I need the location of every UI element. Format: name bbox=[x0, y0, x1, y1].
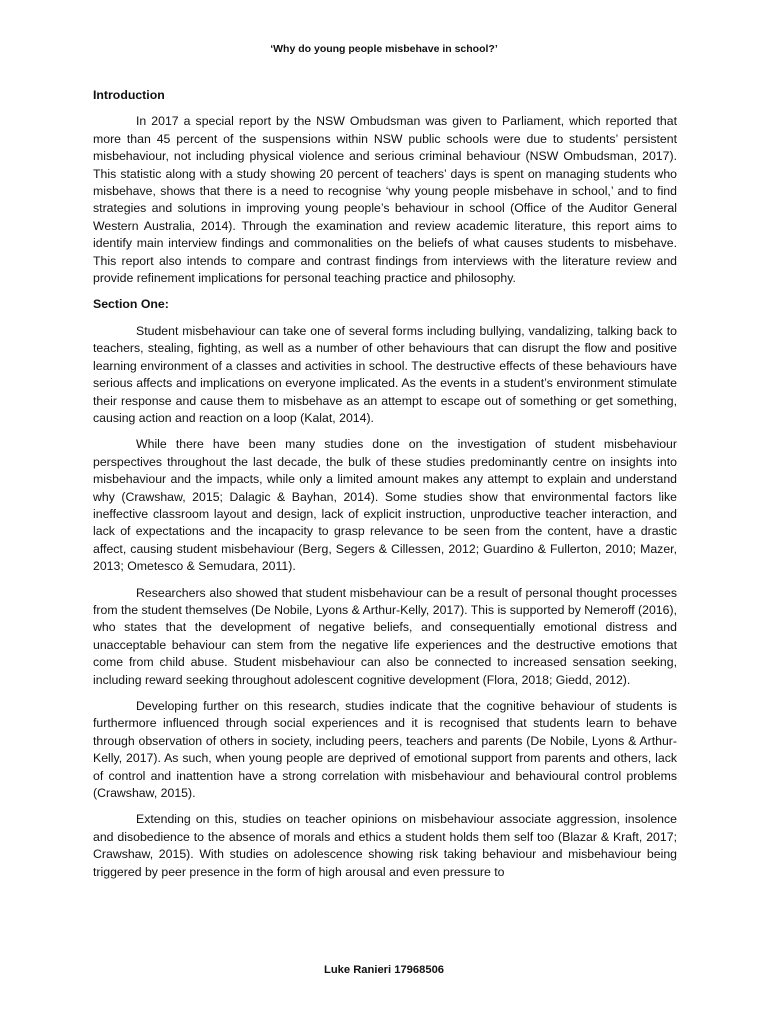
paragraph-section-one-4: Developing further on this research, studies indicate that the cognitive behaviour of students is furthermore influenced through social experiences and it is recognised that students learn to behave through observation of others in society, including peers, teachers and parents (De Nobile, Lyons & Arthur-Kelly, 2017). As such, when young people are deprived of emotional support from parents and others, lack of control and inattention have a strong correlation with misbehaviour and behavioural control problems (Crawshaw, 2015). bbox=[93, 699, 677, 801]
paragraph-section-one-5: Extending on this, studies on teacher opinions on misbehaviour associate aggression, insolence and disobedience to the absence of morals and ethics a student holds them self too (Blazar & Kraft, 2017; Crawshaw, 2015). With studies on adolescence showing risk taking behaviour and misbehaviour being triggered by peer presence in the form of high arousal and even pressure to bbox=[93, 812, 677, 879]
document-body bbox=[93, 87, 677, 890]
paragraph-section-one-1: Student misbehaviour can take one of several forms including bullying, vandalizing, talking back to teachers, stealing, fighting, as well as a number of other behaviours that can disrupt the flow and positive learning environment of a classes and activities in school. The destructive effects of these behaviours have serious affects and implications on everyone implicated. As the events in a student’s environment stimulate their response and cause them to misbehave as an attempt to escape out of something or get something, causing action and reaction on a loop (Kalat, 2014). bbox=[93, 323, 677, 425]
document-title: ‘Why do young people misbehave in school?’ bbox=[270, 43, 498, 55]
section-heading-introduction: Introduction bbox=[93, 88, 165, 102]
page-footer-author: Luke Ranieri 17968506 bbox=[323, 964, 445, 976]
paragraph-intro-1: In 2017 a special report by the NSW Ombudsman was given to Parliament, which reported that more than 45 percent of the suspensions within NSW public schools were due to students’ persistent misbehaviour, not including physical violence and serious criminal behaviour (NSW Ombudsman, 2017). This statistic along with a study showing 20 percent of teachers’ days is spent on managing students who misbehave, shows that there is a need to recognise ‘why young people misbehave in school,’ and to find strategies and solutions in improving young people’s behaviour in school (Office of the Auditor General Western Australia, 2014). Through the examination and review academic literature, this report aims to identify main interview findings and commonalities on the beliefs of what causes students to misbehave. This report also intends to compare and contrast findings from interviews with the literature review and provide refinement implications for personal teaching practice and philosophy. bbox=[93, 114, 677, 286]
paragraph-section-one-2: While there have been many studies done on the investigation of student misbehaviour perspectives throughout the last decade, the bulk of these studies predominantly centre on insights into misbehaviour and the impacts, while only a limited amount makes any attempt to explain and understand why (Crawshaw, 2015; Dalagic & Bayhan, 2014). Some studies show that environmental factors like ineffective classroom layout and design, lack of explicit instruction, unproductive teacher interaction, and lack of expectations and the incapacity to grasp relevance to be seen from the content, have a drastic affect, causing student misbehaviour (Berg, Segers & Cillessen, 2012; Guardino & Fullerton, 2010; Mazer, 2013; Ometesco & Semudara, 2011). bbox=[93, 437, 677, 574]
section-heading-section-one: Section One: bbox=[93, 297, 169, 312]
paragraph-section-one-3: Researchers also showed that student misbehaviour can be a result of personal thought processes from the student themselves (De Nobile, Lyons & Arthur-Kelly, 2017). This is supported by Nemeroff (2016), who states that the development of negative beliefs, and consequentially emotional distress and unacceptable behaviour can stem from the negative life experiences and the destructive emotions that come from child abuse. Student misbehaviour can also be connected to increased sensation seeking, including reward seeking throughout adolescent cognitive development (Flora, 2018; Giedd, 2012). bbox=[93, 585, 677, 687]
